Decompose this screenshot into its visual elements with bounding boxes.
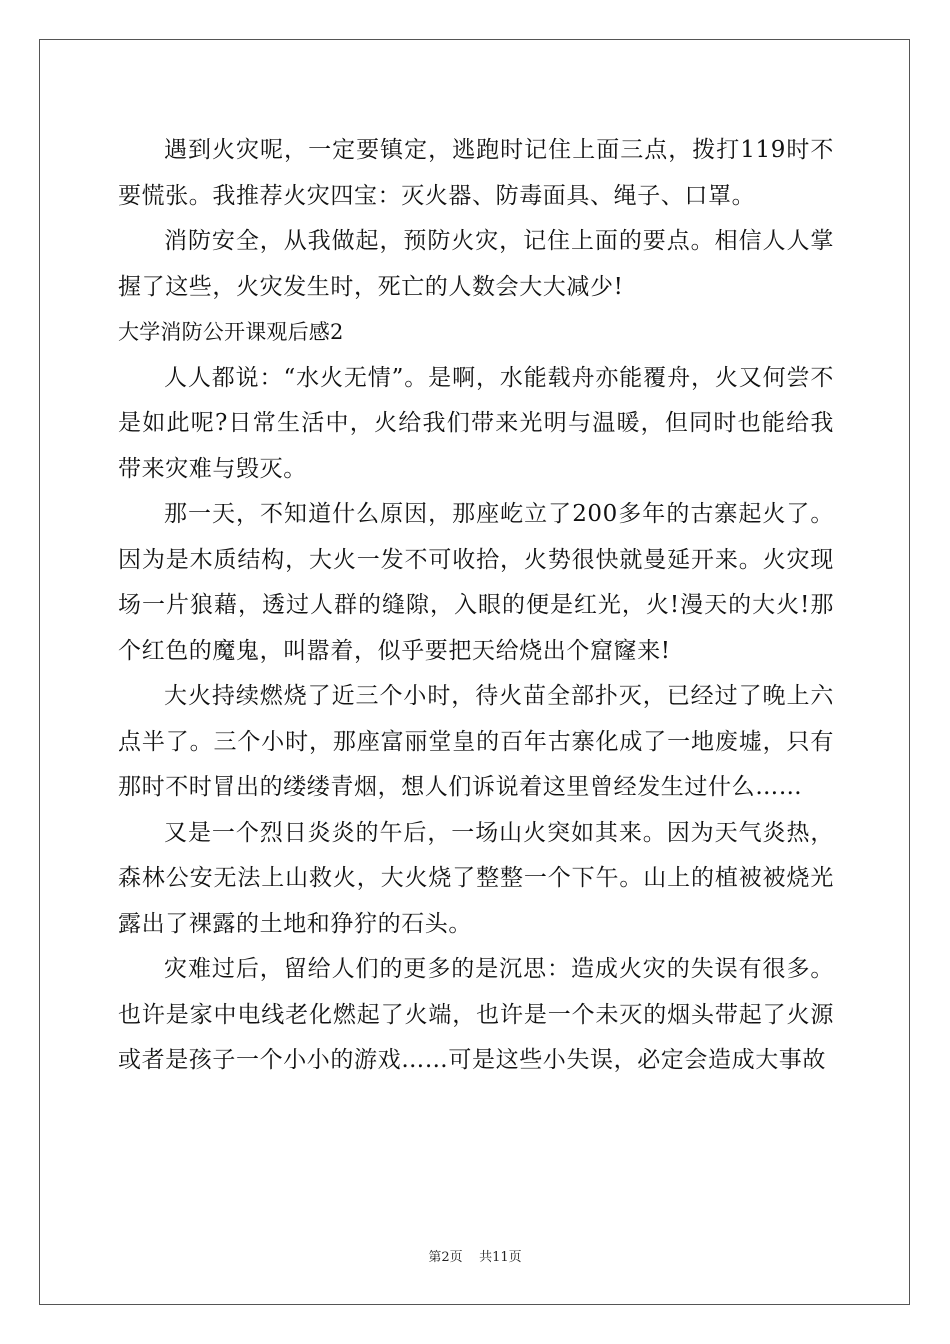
paragraph: 人人都说：“水火无情”。是啊，水能载舟亦能覆舟，火又何尝不是如此呢?日常生活中，火给我们带来光明与温暖，但同时也能给我带来灾难与毁灭。: [118, 364, 834, 482]
page-footer: [0, 1246, 950, 1265]
paragraph: 灾难过后，留给人们的更多的是沉思：造成火灾的失误有很多。也许是家中电线老化燃起了火端，也许是一个未灭的烟头带起了火源或者是孩子一个小小的游戏……可是这些小失误，必定会造成大事故: [118, 956, 834, 1073]
paragraph: 又是一个烈日炎炎的午后，一场山火突如其来。因为天气炎热，森林公安无法上山救火，大火烧了整整一个下午。山上的植被被烧光露出了裸露的土地和狰狞的石头。: [118, 819, 834, 937]
section-heading: 大学消防公开课观后感2: [118, 320, 344, 344]
paragraph: 遇到火灾呢，一定要镇定，逃跑时记住上面三点，拨打119时不要慌张。我推荐火灾四宝：灭火器、防毒面具、绳子、口罩。: [118, 137, 834, 209]
paragraph: 那一天，不知道什么原因，那座屹立了200多年的古寨起火了。因为是木质结构，大火一发不可收拾，火势很快就曼延开来。火灾现场一片狼藉，透过人群的缝隙，入眼的便是红光，火!漫天的大火!那个红色的魔鬼，叫嚣着，似乎要把天给烧出个窟窿来!: [118, 501, 834, 664]
page-total: 共11页: [479, 1250, 522, 1265]
paragraph: 消防安全，从我做起，预防火灾，记住上面的要点。相信人人掌握了这些，火灾发生时，死亡的人数会大大减少!: [118, 228, 834, 300]
document-body: [118, 128, 834, 1084]
paragraph: 大火持续燃烧了近三个小时，待火苗全部扑灭，已经过了晚上六点半了。三个小时，那座富丽堂皇的百年古寨化成了一地废墟，只有那时不时冒出的缕缕青烟，想人们诉说着这里曾经发生过什么……: [118, 683, 834, 800]
page-number: 第2页: [428, 1250, 463, 1265]
